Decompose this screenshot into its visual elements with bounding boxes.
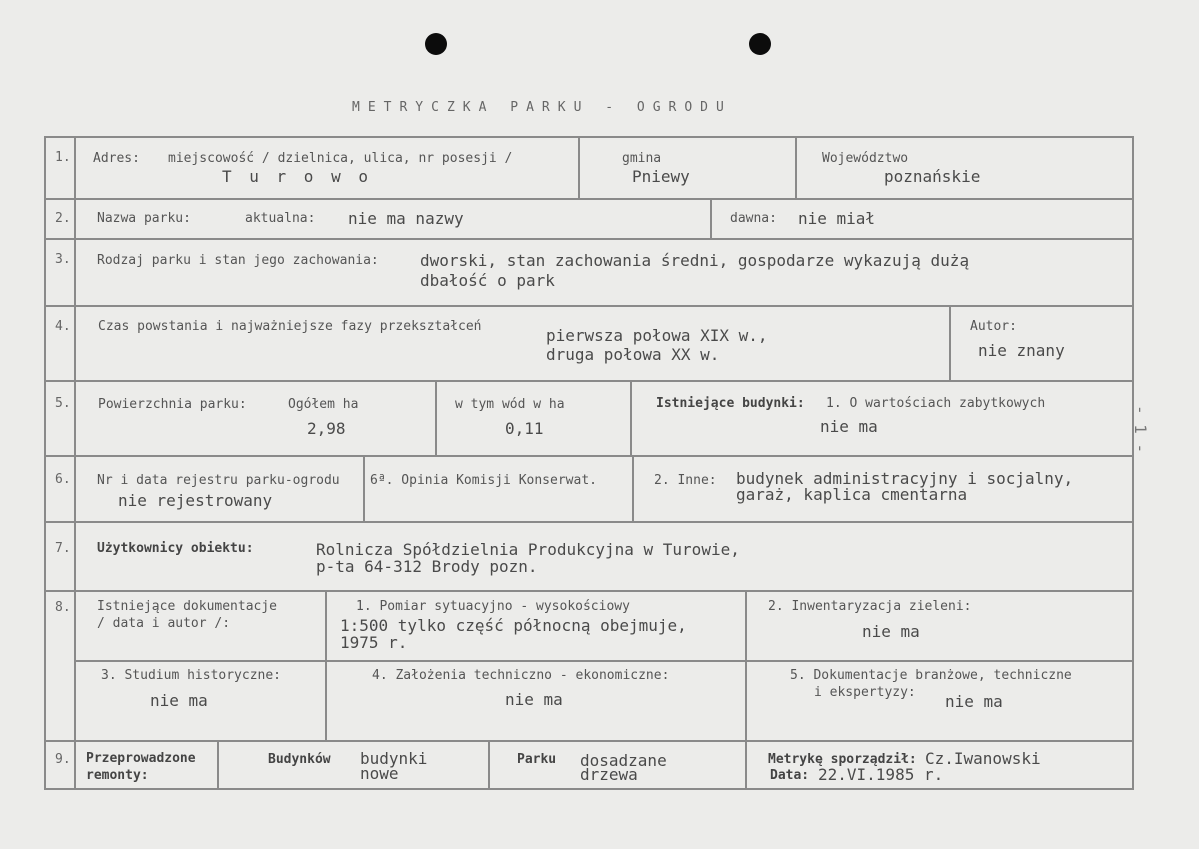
other-buildings-value-line2: garaż, kaplica cmentarna [736, 485, 968, 504]
row-number: 7. [55, 541, 71, 556]
row-divider [44, 198, 1134, 200]
punch-hole-right [749, 33, 771, 55]
row-number: 6. [55, 472, 71, 487]
current-name-value: nie ma nazwy [348, 209, 464, 228]
side-page-number: - 1 - [1131, 405, 1150, 454]
row-divider [74, 660, 1134, 662]
historical-study-value: nie ma [150, 691, 208, 710]
row-divider [44, 305, 1134, 307]
author-label: Autor: [970, 319, 1017, 334]
cell-divider [363, 455, 365, 521]
other-buildings-value-line1: budynek administracyjny i socjalny, [736, 469, 1074, 488]
buildings-label: Istniejące budynki: [656, 396, 805, 411]
historic-buildings-value: nie ma [820, 417, 878, 436]
users-label: Użytkownicy obiektu: [97, 541, 254, 556]
cell-divider [745, 740, 747, 790]
row-divider [44, 590, 1134, 592]
documentation-label-line2: / data i autor /: [97, 616, 231, 631]
cell-divider [325, 590, 327, 740]
author-value: nie znany [978, 341, 1065, 360]
voivodeship-value: poznańskie [884, 167, 981, 186]
row-divider [44, 521, 1134, 523]
current-name-label: aktualna: [245, 211, 316, 226]
row-number: 9. [55, 752, 71, 767]
cell-divider [745, 590, 747, 740]
creation-time-label: Czas powstania i najważniejsze fazy przekształceń [98, 319, 482, 334]
conservator-opinion-label: 6ª. Opinia Komisji Konserwat. [370, 473, 597, 488]
historical-study-label: 3. Studium historyczne: [101, 668, 282, 683]
cell-divider [578, 136, 580, 198]
building-repairs-label: Budynków [268, 752, 331, 767]
park-name-label: Nazwa parku: [97, 211, 191, 226]
repairs-label-line2: remonty: [86, 768, 149, 783]
row-number: 2. [55, 211, 71, 226]
area-label: Powierzchnia parku: [98, 397, 247, 412]
building-repairs-value-line2: nowe [360, 764, 399, 783]
cell-divider [949, 305, 951, 380]
prepared-by-value: Cz.Iwanowski [925, 749, 1041, 768]
gmina-label: gmina [622, 151, 662, 166]
former-name-value: nie miał [798, 209, 876, 228]
cell-divider [217, 740, 219, 790]
park-type-label: Rodzaj parku i stan jego zachowania: [97, 253, 379, 268]
number-column-line [74, 136, 76, 790]
gmina-value: Pniewy [632, 167, 690, 186]
branch-docs-value: nie ma [945, 692, 1003, 711]
park-repairs-value-line2: drzewa [580, 765, 638, 784]
park-repairs-value-line1: dosadzane [580, 751, 667, 770]
water-area-label: w tym wód w ha [455, 397, 565, 412]
creation-time-value-line2: druga połowa XX w. [546, 345, 720, 364]
area-total-value: 2,98 [307, 419, 346, 438]
technical-assumptions-value: nie ma [505, 690, 563, 709]
historic-buildings-label: 1. O wartościach zabytkowych [826, 396, 1046, 411]
form-title: METRYCZKA PARKU - OGRODU [352, 100, 732, 115]
building-repairs-value-line1: budynki [360, 749, 428, 768]
documentation-label-line1: Istniejące dokumentacje [97, 599, 278, 614]
water-area-value: 0,11 [505, 419, 544, 438]
register-value: nie rejestrowany [118, 491, 273, 510]
survey-value-line2: 1975 r. [340, 633, 408, 652]
greenery-inventory-value: nie ma [862, 622, 920, 641]
row-divider [44, 238, 1134, 240]
voivodeship-label: Województwo [822, 151, 909, 166]
branch-docs-label-line1: 5. Dokumentacje branżowe, techniczne [790, 668, 1072, 683]
users-value-line2: p-ta 64-312 Brody pozn. [316, 557, 538, 576]
repairs-label-line1: Przeprowadzone [86, 751, 196, 766]
row-number: 1. [55, 150, 71, 165]
area-total-label: Ogółem ha [288, 397, 359, 412]
address-label: Adres: [93, 151, 140, 166]
park-repairs-label: Parku [517, 752, 557, 767]
row-number: 5. [55, 396, 71, 411]
cell-divider [630, 380, 632, 455]
cell-divider [632, 455, 634, 521]
users-value-line1: Rolnicza Spółdzielnia Produkcyjna w Turowie, [316, 540, 740, 559]
other-buildings-label: 2. Inne: [654, 473, 717, 488]
cell-divider [435, 380, 437, 455]
survey-label: 1. Pomiar sytuacyjno - wysokościowy [356, 599, 630, 614]
former-name-label: dawna: [730, 211, 777, 226]
creation-time-value-line1: pierwsza połowa XIX w., [546, 326, 768, 345]
technical-assumptions-label: 4. Założenia techniczno - ekonomiczne: [372, 668, 670, 683]
cell-divider [710, 198, 712, 238]
row-divider [44, 740, 1134, 742]
date-value: 22.VI.1985 r. [818, 765, 944, 784]
prepared-by-label: Metrykę sporządził: [768, 752, 917, 767]
address-value: T u r o w o [222, 167, 372, 186]
row-number: 8. [55, 600, 71, 615]
address-fields-label: miejscowość / dzielnica, ulica, nr posesji / [168, 151, 513, 166]
park-type-value-line1: dworski, stan zachowania średni, gospodarze wykazują dużą [420, 251, 970, 270]
row-divider [44, 380, 1134, 382]
greenery-inventory-label: 2. Inwentaryzacja zieleni: [768, 599, 972, 614]
row-number: 4. [55, 319, 71, 334]
branch-docs-label-line2: i ekspertyzy: [814, 685, 916, 700]
row-number: 3. [55, 252, 71, 267]
cell-divider [488, 740, 490, 790]
date-label: Data: [770, 768, 810, 783]
park-type-value-line2: dbałość o park [420, 271, 555, 290]
cell-divider [795, 136, 797, 198]
punch-hole-left [425, 33, 447, 55]
survey-value-line1: 1:500 tylko część północną obejmuje, [340, 616, 687, 635]
register-label: Nr i data rejestru parku-ogrodu [97, 473, 340, 488]
row-divider [44, 455, 1134, 457]
